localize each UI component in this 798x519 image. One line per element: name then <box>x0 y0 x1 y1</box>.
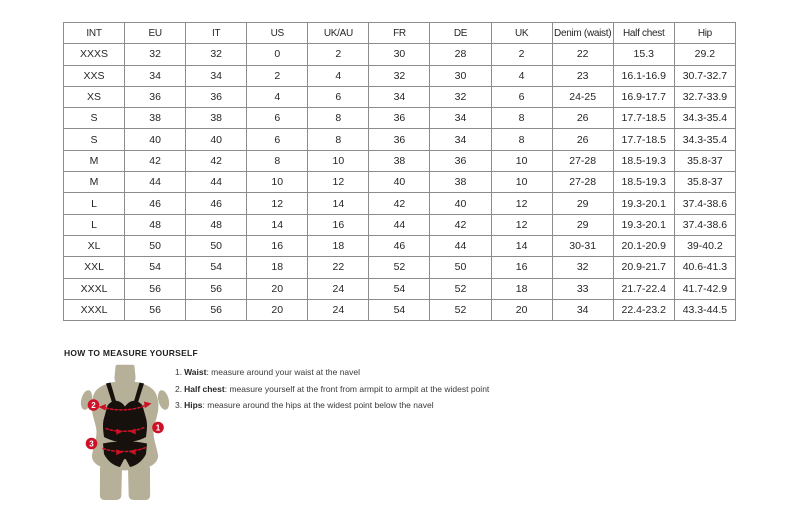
mannequin-illustration-svg <box>73 364 177 500</box>
table-cell: 14 <box>491 235 552 256</box>
table-cell: 4 <box>247 86 308 107</box>
table-cell: 44 <box>125 172 186 193</box>
table-cell: XXS <box>64 65 125 86</box>
table-cell: XL <box>64 235 125 256</box>
instruction-text: : measure around your waist at the navel <box>206 367 361 377</box>
table-cell: 39-40.2 <box>674 235 735 256</box>
instruction-number: 1. <box>175 367 183 377</box>
instruction-label: Hips <box>184 400 203 410</box>
table-row <box>64 129 736 150</box>
table-cell: 36 <box>369 108 430 129</box>
table-cell: 18.5-19.3 <box>613 172 674 193</box>
table-cell: S <box>64 129 125 150</box>
table-cell: 30.7-32.7 <box>674 65 735 86</box>
table-cell: 18.5-19.3 <box>613 150 674 171</box>
table-cell: XXXL <box>64 278 125 299</box>
measurement-figure <box>73 364 177 500</box>
table-cell: 8 <box>491 108 552 129</box>
table-cell: 35.8-37 <box>674 172 735 193</box>
table-cell: 10 <box>308 150 369 171</box>
table-cell: 30-31 <box>552 235 613 256</box>
table-cell: 46 <box>369 235 430 256</box>
table-cell: 16 <box>247 235 308 256</box>
table-cell: 34 <box>125 65 186 86</box>
table-cell: 0 <box>247 44 308 65</box>
table-cell: 54 <box>369 299 430 320</box>
waist-badge-number: 1 <box>155 423 161 433</box>
table-row <box>64 299 736 320</box>
table-cell: 24 <box>308 299 369 320</box>
table-cell: 50 <box>125 235 186 256</box>
instruction-label: Waist <box>184 367 207 377</box>
table-cell: 19.3-20.1 <box>613 214 674 235</box>
table-cell: 38 <box>369 150 430 171</box>
table-cell: 36 <box>430 150 491 171</box>
table-row <box>64 257 736 278</box>
table-cell: 40 <box>369 172 430 193</box>
table-cell: 12 <box>247 193 308 214</box>
table-cell: 44 <box>369 214 430 235</box>
table-cell: 42 <box>186 150 247 171</box>
table-cell: XXXS <box>64 44 125 65</box>
table-cell: 10 <box>491 150 552 171</box>
table-cell: 6 <box>491 86 552 107</box>
table-cell: 34.3-35.4 <box>674 108 735 129</box>
table-cell: 44 <box>430 235 491 256</box>
table-cell: 34 <box>430 129 491 150</box>
size-chart-table <box>63 22 736 321</box>
table-cell: 50 <box>186 235 247 256</box>
table-cell: 16 <box>308 214 369 235</box>
column-header: US <box>247 23 308 44</box>
table-cell: 8 <box>247 150 308 171</box>
table-cell: 32 <box>125 44 186 65</box>
table-cell: 33 <box>552 278 613 299</box>
table-row <box>64 172 736 193</box>
table-cell: 6 <box>247 129 308 150</box>
table-cell: 52 <box>430 278 491 299</box>
table-cell: 54 <box>186 257 247 278</box>
table-cell: L <box>64 214 125 235</box>
table-cell: M <box>64 172 125 193</box>
table-cell: XS <box>64 86 125 107</box>
table-cell: 20 <box>491 299 552 320</box>
table-cell: 42 <box>430 214 491 235</box>
size-table-head-row <box>64 23 736 44</box>
table-cell: 14 <box>247 214 308 235</box>
table-cell: 29.2 <box>674 44 735 65</box>
measure-section-heading: HOW TO MEASURE YOURSELF <box>64 348 198 358</box>
table-cell: 12 <box>491 214 552 235</box>
table-cell: 38 <box>430 172 491 193</box>
table-cell: 18 <box>308 235 369 256</box>
table-cell: 37.4-38.6 <box>674 214 735 235</box>
table-cell: 17.7-18.5 <box>613 108 674 129</box>
mannequin-leg-right <box>128 467 150 500</box>
table-cell: 22 <box>552 44 613 65</box>
table-cell: XXL <box>64 257 125 278</box>
instruction-number: 2. <box>175 383 183 394</box>
chest-badge-number: 2 <box>91 400 96 410</box>
table-row <box>64 86 736 107</box>
table-cell: 12 <box>491 193 552 214</box>
table-cell: 40 <box>430 193 491 214</box>
table-cell: 19.3-20.1 <box>613 193 674 214</box>
table-cell: 14 <box>308 193 369 214</box>
table-cell: 56 <box>125 299 186 320</box>
table-cell: 52 <box>369 257 430 278</box>
table-cell: 20.9-21.7 <box>613 257 674 278</box>
table-cell: 16 <box>491 257 552 278</box>
table-cell: M <box>64 150 125 171</box>
table-cell: 42 <box>369 193 430 214</box>
table-cell: 43.3-44.5 <box>674 299 735 320</box>
column-header: IT <box>186 23 247 44</box>
table-cell: 46 <box>125 193 186 214</box>
table-cell: 32 <box>369 65 430 86</box>
table-cell: 38 <box>125 108 186 129</box>
hips-badge-number: 3 <box>89 439 94 449</box>
table-cell: 2 <box>491 44 552 65</box>
table-cell: 24-25 <box>552 86 613 107</box>
table-cell: 12 <box>308 172 369 193</box>
table-row <box>64 278 736 299</box>
table-cell: 36 <box>369 129 430 150</box>
table-cell: 4 <box>491 65 552 86</box>
instruction-text: : measure yourself at the front from armpit to armpit at the widest point <box>224 383 490 394</box>
table-cell: 10 <box>491 172 552 193</box>
column-header: FR <box>369 23 430 44</box>
table-cell: XXXL <box>64 299 125 320</box>
table-cell: 54 <box>125 257 186 278</box>
table-cell: 40.6-41.3 <box>674 257 735 278</box>
table-cell: 8 <box>308 129 369 150</box>
table-cell: 56 <box>125 278 186 299</box>
table-cell: 34.3-35.4 <box>674 129 735 150</box>
table-cell: 52 <box>430 299 491 320</box>
table-cell: 20 <box>247 278 308 299</box>
measure-instructions <box>175 368 535 418</box>
table-cell: 32 <box>552 257 613 278</box>
instruction-label: Half chest <box>184 383 225 394</box>
table-cell: 40 <box>186 129 247 150</box>
table-cell: 48 <box>125 214 186 235</box>
table-cell: 8 <box>491 129 552 150</box>
measure-instruction <box>175 368 535 378</box>
table-cell: 22 <box>308 257 369 278</box>
column-header: INT <box>64 23 125 44</box>
table-cell: L <box>64 193 125 214</box>
size-table-body <box>64 44 736 321</box>
column-header: Hip <box>674 23 735 44</box>
table-row <box>64 65 736 86</box>
table-cell: 48 <box>186 214 247 235</box>
table-cell: 18 <box>491 278 552 299</box>
table-cell: 40 <box>125 129 186 150</box>
measure-instruction <box>175 401 535 411</box>
table-cell: 26 <box>552 129 613 150</box>
table-cell: S <box>64 108 125 129</box>
table-cell: 16.1-16.9 <box>613 65 674 86</box>
table-cell: 10 <box>247 172 308 193</box>
column-header: DE <box>430 23 491 44</box>
table-cell: 34 <box>552 299 613 320</box>
table-cell: 4 <box>308 65 369 86</box>
table-cell: 20.1-20.9 <box>613 235 674 256</box>
table-cell: 32 <box>186 44 247 65</box>
table-cell: 35.8-37 <box>674 150 735 171</box>
table-cell: 29 <box>552 214 613 235</box>
table-cell: 17.7-18.5 <box>613 129 674 150</box>
table-cell: 2 <box>247 65 308 86</box>
table-cell: 22.4-23.2 <box>613 299 674 320</box>
table-cell: 32 <box>430 86 491 107</box>
column-header: Denim (waist) <box>552 23 613 44</box>
column-header: UK/AU <box>308 23 369 44</box>
table-cell: 30 <box>369 44 430 65</box>
column-header: UK <box>491 23 552 44</box>
instruction-text: : measure around the hips at the widest point below the navel <box>202 400 434 410</box>
table-cell: 34 <box>186 65 247 86</box>
table-cell: 29 <box>552 193 613 214</box>
measure-instruction <box>175 385 535 395</box>
table-row <box>64 193 736 214</box>
table-row <box>64 108 736 129</box>
table-row <box>64 214 736 235</box>
table-cell: 36 <box>186 86 247 107</box>
size-chart-header <box>64 23 736 44</box>
table-cell: 2 <box>308 44 369 65</box>
table-cell: 16.9-17.7 <box>613 86 674 107</box>
table-cell: 38 <box>186 108 247 129</box>
table-row <box>64 44 736 65</box>
table-cell: 56 <box>186 299 247 320</box>
table-cell: 15.3 <box>613 44 674 65</box>
table-cell: 20 <box>247 299 308 320</box>
table-cell: 54 <box>369 278 430 299</box>
instruction-number: 3. <box>175 400 183 410</box>
table-cell: 18 <box>247 257 308 278</box>
table-cell: 44 <box>186 172 247 193</box>
table-cell: 42 <box>125 150 186 171</box>
table-cell: 27-28 <box>552 172 613 193</box>
column-header: EU <box>125 23 186 44</box>
table-cell: 8 <box>308 108 369 129</box>
table-cell: 6 <box>247 108 308 129</box>
table-cell: 50 <box>430 257 491 278</box>
table-cell: 27-28 <box>552 150 613 171</box>
table-row <box>64 235 736 256</box>
table-row <box>64 150 736 171</box>
table-cell: 24 <box>308 278 369 299</box>
mannequin-leg-left <box>100 467 122 500</box>
table-cell: 21.7-22.4 <box>613 278 674 299</box>
table-cell: 23 <box>552 65 613 86</box>
table-cell: 26 <box>552 108 613 129</box>
table-cell: 56 <box>186 278 247 299</box>
table-cell: 32.7-33.9 <box>674 86 735 107</box>
table-cell: 34 <box>430 108 491 129</box>
table-cell: 46 <box>186 193 247 214</box>
column-header: Half chest <box>613 23 674 44</box>
table-cell: 6 <box>308 86 369 107</box>
table-cell: 37.4-38.6 <box>674 193 735 214</box>
table-cell: 34 <box>369 86 430 107</box>
table-cell: 30 <box>430 65 491 86</box>
table-cell: 41.7-42.9 <box>674 278 735 299</box>
table-cell: 28 <box>430 44 491 65</box>
table-cell: 36 <box>125 86 186 107</box>
